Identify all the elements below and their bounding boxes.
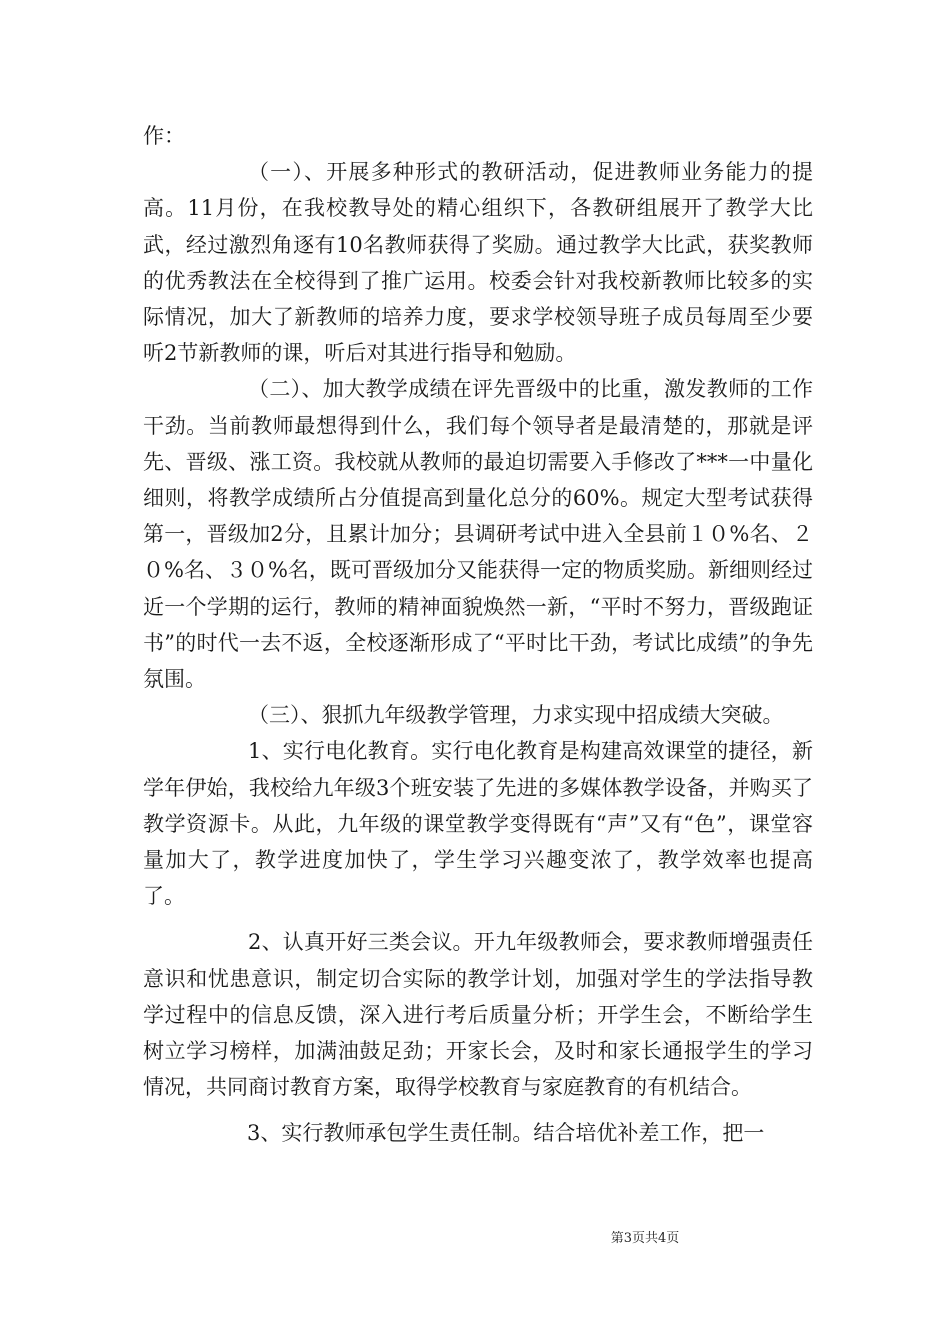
paragraph-continuation: 作： [143,124,185,148]
page-footer [0,1227,950,1246]
page-number-label: 第3页共4页 [610,1231,680,1246]
document-body [143,118,813,1152]
paragraph-item-three: 3、实行教师承包学生责任制。结合培优补差工作，把一 [247,1121,765,1146]
paragraph-section-three-heading: （三）、狠抓九年级教学管理，力求实现中招成绩大突破。 [248,703,784,728]
paragraph-item-one: 1、实行电化教育。实行电化教育是构建高效课堂的捷径，新学年伊始，我校给九年级3个班安装了先进的多媒体教学设备，并购买了教学资源卡。从此，九年级的课堂教学变得既有“声”又有“色”，课堂容量加大了，教学进度加快了，学生学习兴趣变浓了，教学效率也提高了。 [143,739,813,909]
paragraph-section-one: （一）、开展多种形式的教研活动，促进教师业务能力的提高。11月份，在我校教导处的精心组织下，各教研组展开了教学大比武，经过激烈角逐有10名教师获得了奖励。通过教学大比武，获奖教师的优秀教法在全校得到了推广运用。校委会针对我校新教师比较多的实际情况，加大了新教师的培养力度，要求学校领导班子成员每周至少要听2节新教师的课，听后对其进行指导和勉励。 [143,160,813,366]
paragraph-item-two: 2、认真开好三类会议。开九年级教师会，要求教师增强责任意识和忧患意识，制定切合实际的教学计划，加强对学生的学法指导教学过程中的信息反馈，深入进行考后质量分析；开学生会，不断给学生树立学习榜样，加满油鼓足劲；开家长会，及时和家长通报学生的学习情况，共同商讨教育方案，取得学校教育与家庭教育的有机结合。 [143,930,813,1100]
paragraph-section-two: （二）、加大教学成绩在评先晋级中的比重，激发教师的工作干劲。当前教师最想得到什么，我们每个领导者是最清楚的，那就是评先、晋级、涨工资。我校就从教师的最迫切需要入手修改了***一中量化细则，将教学成绩所占分值提高到量化总分的60%。规定大型考试获得第一，晋级加2分，且累计加分；县调研考试中进入全县前１０%名、２０%名、３０%名，既可晋级加分又能获得一定的物质奖励。新细则经过近一个学期的运行，教师的精神面貌焕然一新，“平时不努力，晋级跑证书”的时代一去不返，全校逐渐形成了“平时比干劲，考试比成绩”的争先氛围。 [143,377,813,692]
